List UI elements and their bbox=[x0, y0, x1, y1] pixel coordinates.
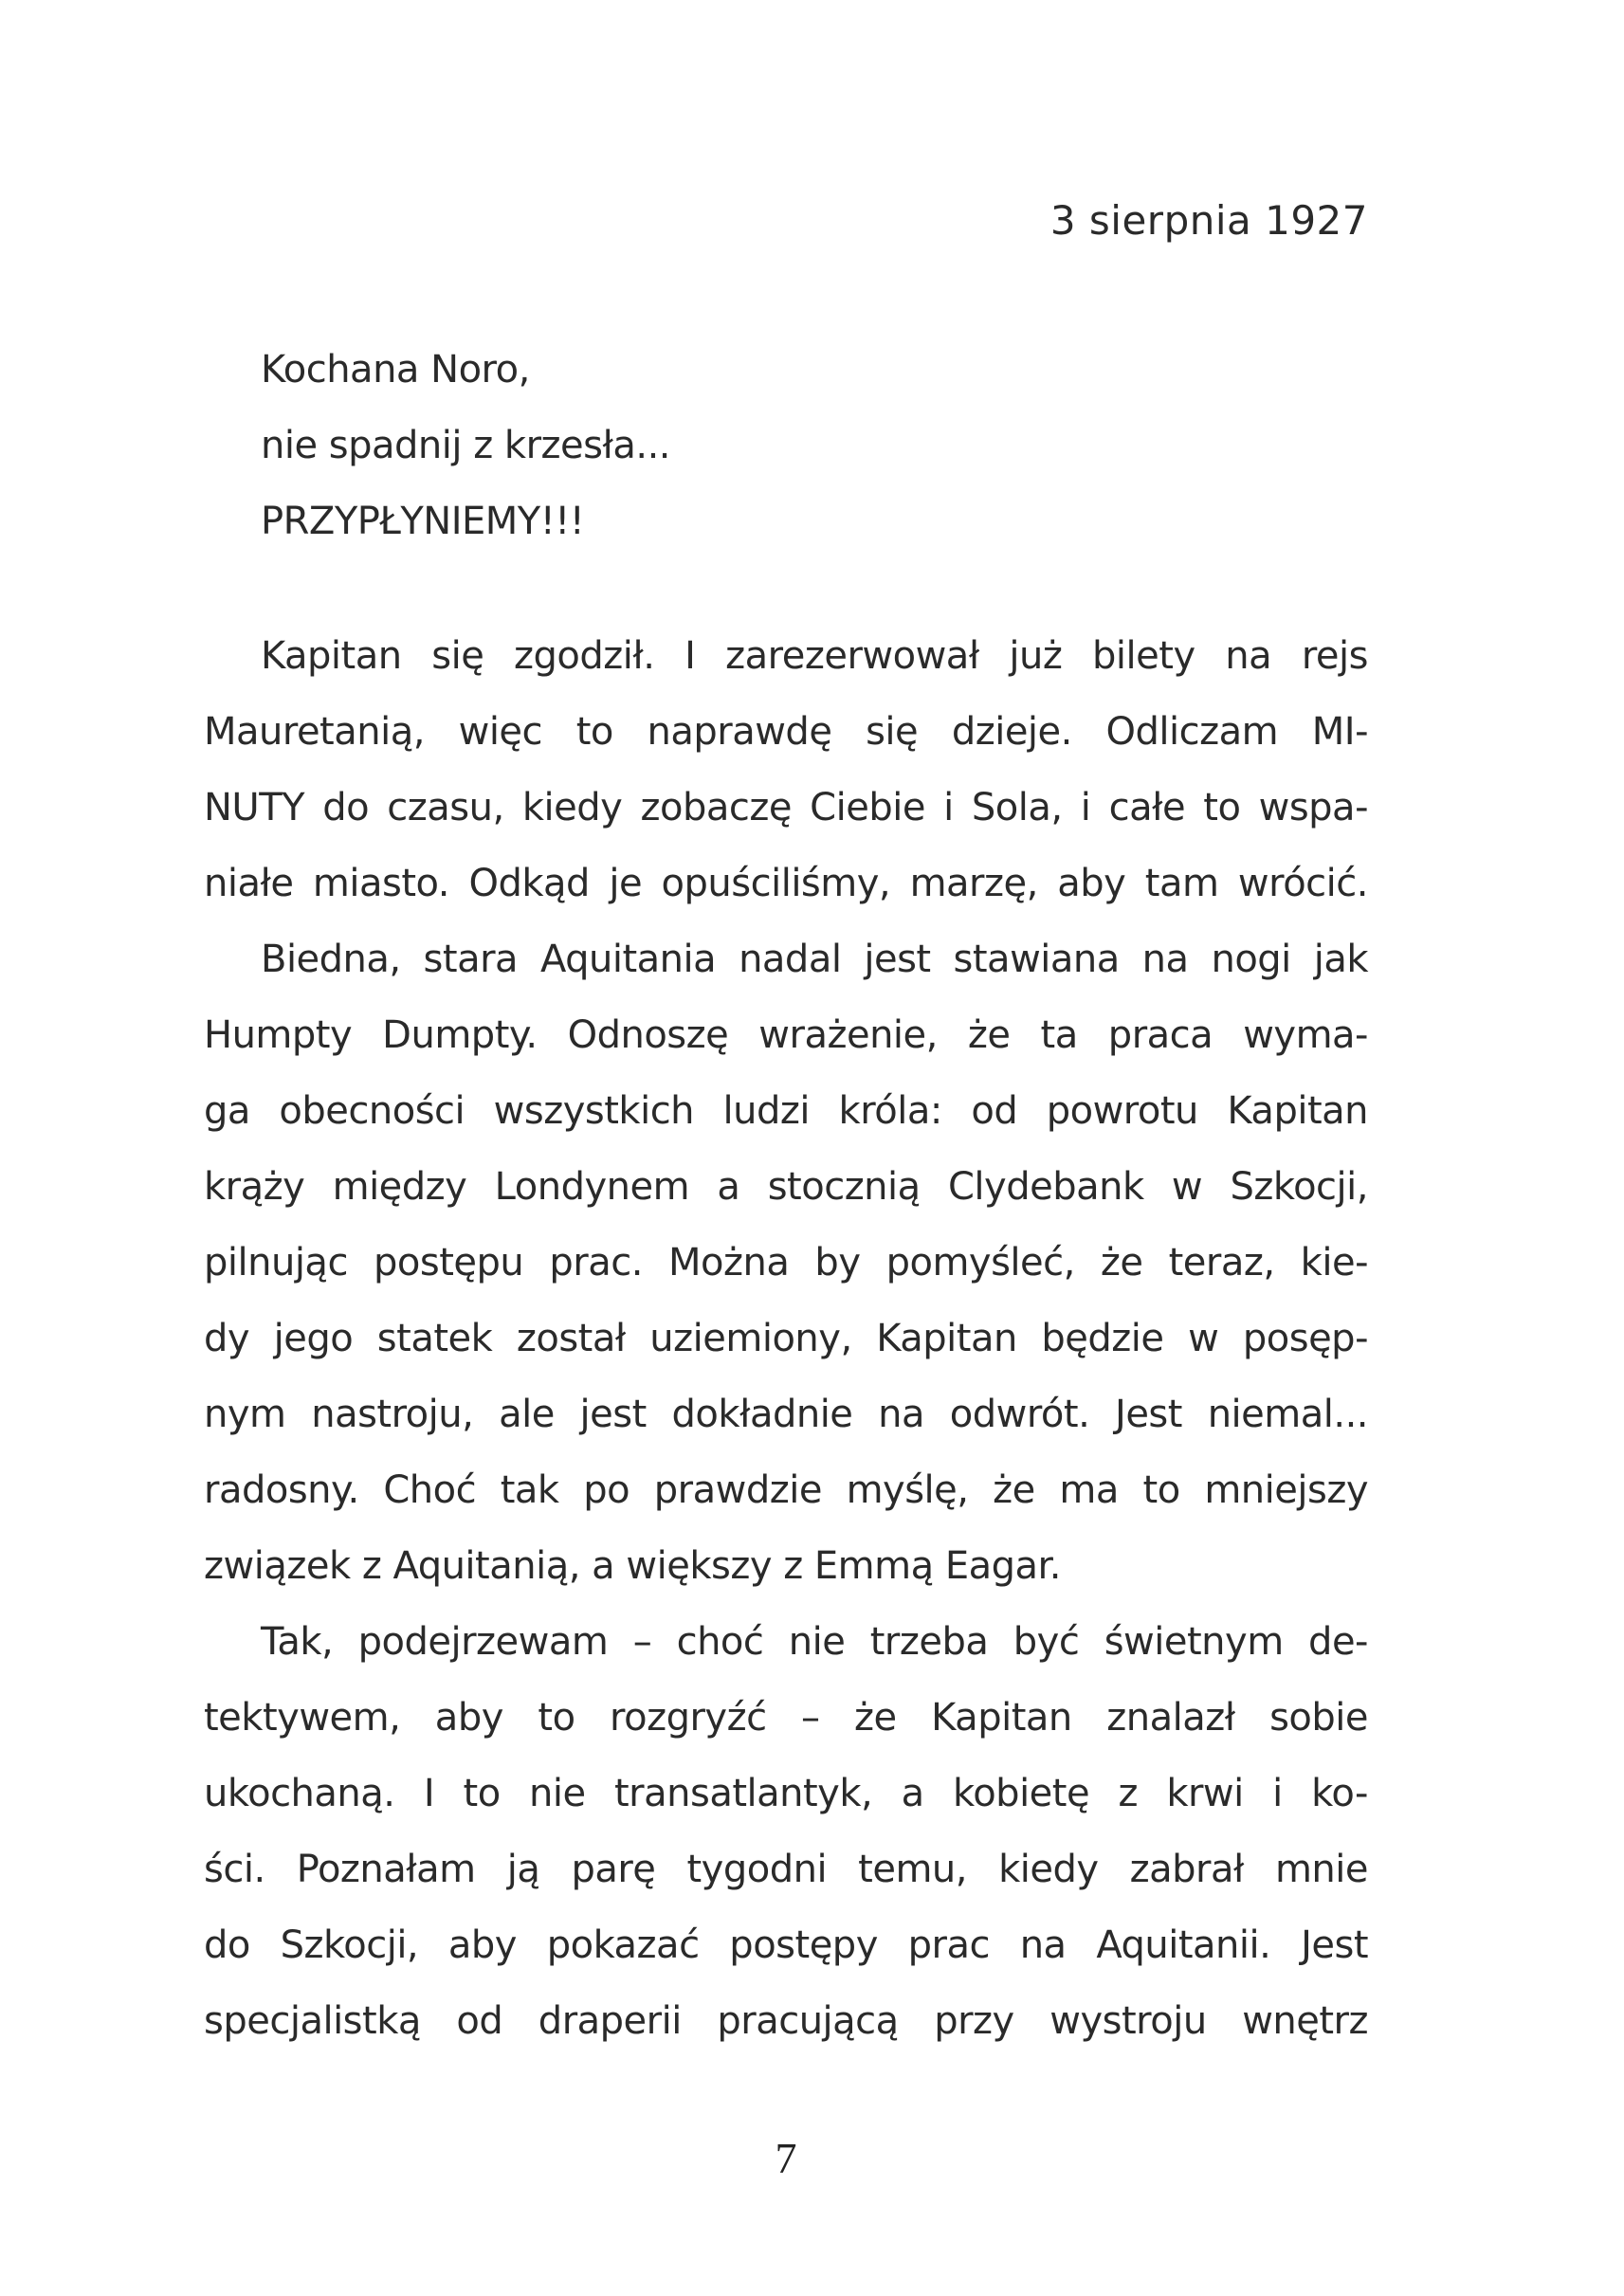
page-number: 7 bbox=[775, 2134, 797, 2182]
salutation-line: PRZYPŁYNIEMY!!! bbox=[261, 500, 585, 543]
letter-line: związek z Aquitanią, a większy z Emmą Eagar. bbox=[204, 1544, 1062, 1588]
letter-line: radosny. Choć tak po prawdzie myślę, że ma to mniejszy bbox=[204, 1468, 1368, 1512]
letter-line: Mauretanią, więc to naprawdę się dzieje. Odliczam MI- bbox=[204, 710, 1368, 754]
letter-line: ukochaną. I to nie transatlantyk, a kobietę z krwi i ko- bbox=[204, 1772, 1368, 1815]
letter-body bbox=[204, 618, 1368, 2059]
letter-line: specjalistką od draperii pracującą przy wystroju wnętrz bbox=[204, 1999, 1368, 2043]
letter-line: niałe miasto. Odkąd je opuściliśmy, marzę, aby tam wrócić. bbox=[204, 862, 1368, 905]
letter-salutation bbox=[204, 332, 1368, 559]
letter-line: dy jego statek został uziemiony, Kapitan będzie w posęp- bbox=[204, 1317, 1368, 1360]
letter-line: do Szkocji, aby pokazać postępy prac na Aquitanii. Jest bbox=[204, 1923, 1368, 1967]
letter-line: Kapitan się zgodził. I zarezerwował już bilety na rejs bbox=[261, 634, 1368, 678]
letter-line: krąży między Londynem a stocznią Clydebank w Szkocji, bbox=[204, 1165, 1368, 1209]
letter-line: ści. Poznałam ją parę tygodni temu, kiedy zabrał mnie bbox=[204, 1848, 1368, 1891]
letter-line: Tak, podejrzewam – choć nie trzeba być świetnym de- bbox=[261, 1620, 1368, 1664]
letter-line: ga obecności wszystkich ludzi króla: od powrotu Kapitan bbox=[204, 1089, 1368, 1133]
letter-line: Humpty Dumpty. Odnoszę wrażenie, że ta praca wyma- bbox=[204, 1013, 1368, 1057]
salutation-line: nie spadnij z krzesła... bbox=[261, 424, 671, 467]
letter-line: Biedna, stara Aquitania nadal jest stawiana na nogi jak bbox=[261, 938, 1368, 981]
letter-line: pilnując postępu prac. Można by pomyśleć, że teraz, kie- bbox=[204, 1241, 1368, 1285]
salutation-line: Kochana Noro, bbox=[261, 348, 530, 392]
letter-date: 3 sierpnia 1927 bbox=[1049, 197, 1368, 244]
letter-line: NUTY do czasu, kiedy zobaczę Ciebie i Sola, i całe to wspa- bbox=[204, 786, 1368, 829]
letter-line: nym nastroju, ale jest dokładnie na odwrót. Jest niemal... bbox=[204, 1393, 1368, 1436]
letter-line: tektywem, aby to rozgryźć – że Kapitan znalazł sobie bbox=[204, 1696, 1368, 1740]
